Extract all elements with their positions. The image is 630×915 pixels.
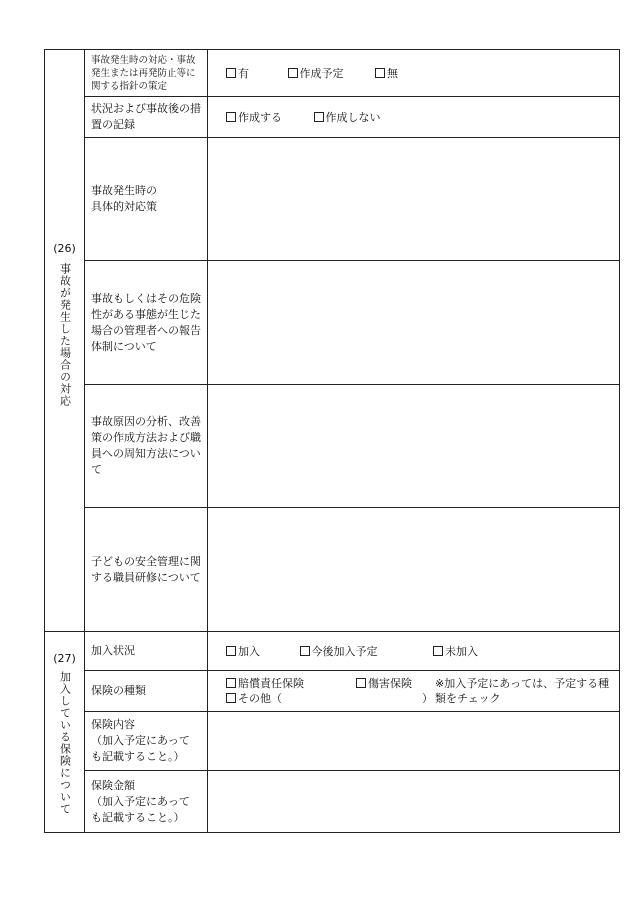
row-label: 加入状況 [85,632,208,671]
row-label: 事故原因の分析、改善策の作成方法および職員への周知方法について [85,385,208,508]
checkbox[interactable] [433,646,443,656]
option-group [208,671,620,712]
section-title: 事故が発生した場合の対応 [58,263,72,407]
table-row [45,50,620,97]
section-26-header [45,50,85,632]
table-row [45,508,620,632]
checkbox-option[interactable]: 賠償責任保険 [226,676,356,691]
table-row [45,385,620,508]
close-paren: ） [422,692,433,705]
table-row [45,138,620,261]
checkbox[interactable] [314,112,324,122]
checkbox[interactable] [288,68,298,78]
checkbox-option[interactable]: その他（ [226,691,282,706]
checkbox[interactable] [356,678,366,688]
option-group [208,97,620,138]
note-text: ※加入予定にあっては、予定する種類をチェック [435,677,610,705]
row-label: 事故発生時の対応・事故発生または再発防止等に関する指針の策定 [85,50,208,97]
table-row [45,671,620,712]
form-table [44,49,620,833]
checkbox-option[interactable]: 作成予定 [288,65,372,81]
checkbox[interactable] [226,68,236,78]
table-row [45,261,620,385]
checkbox-option[interactable]: 作成しない [314,109,381,125]
row-label: 保険金額 （加入予定にあって も記載すること。） [85,771,208,833]
checkbox-option[interactable]: 無 [375,65,398,81]
checkbox-option[interactable]: 有 [226,65,284,81]
section-number: (27) [53,652,76,665]
row-label: 保険内容 （加入予定にあって も記載すること。） [85,712,208,771]
answer-field[interactable] [208,385,620,508]
section-title: 加入している保険について [58,671,72,815]
row-label: 事故発生時の 具体的対応策 [85,138,208,261]
row-label: 子どもの安全管理に関する職員研修について [85,508,208,632]
answer-field[interactable] [208,712,620,771]
checkbox[interactable] [226,646,236,656]
checkbox-option[interactable]: 今後加入予定 [300,643,430,659]
checkbox-option[interactable]: 作成する [226,109,310,125]
row-label: 状況および事故後の措置の記録 [85,97,208,138]
checkbox[interactable] [226,112,236,122]
table-row [45,632,620,671]
table-row [45,97,620,138]
table-row [45,771,620,833]
section-27-header [45,632,85,833]
section-number: (26) [53,242,76,255]
checkbox[interactable] [226,678,236,688]
row-label: 保険の種類 [85,671,208,712]
checkbox-option[interactable]: 未加入 [433,643,478,659]
answer-field[interactable] [208,138,620,261]
option-group [208,50,620,97]
row-label: 事故もしくはその危険性がある事態が生じた場合の管理者への報告体制について [85,261,208,385]
checkbox-option[interactable]: 加入 [226,643,296,659]
answer-field[interactable] [208,261,620,385]
answer-field[interactable] [208,508,620,632]
option-group [208,632,620,671]
answer-field[interactable] [208,771,620,833]
checkbox[interactable] [300,646,310,656]
checkbox-option[interactable]: 傷害保険 [356,676,412,691]
checkbox[interactable] [375,68,385,78]
checkbox[interactable] [226,693,236,703]
table-row [45,712,620,771]
